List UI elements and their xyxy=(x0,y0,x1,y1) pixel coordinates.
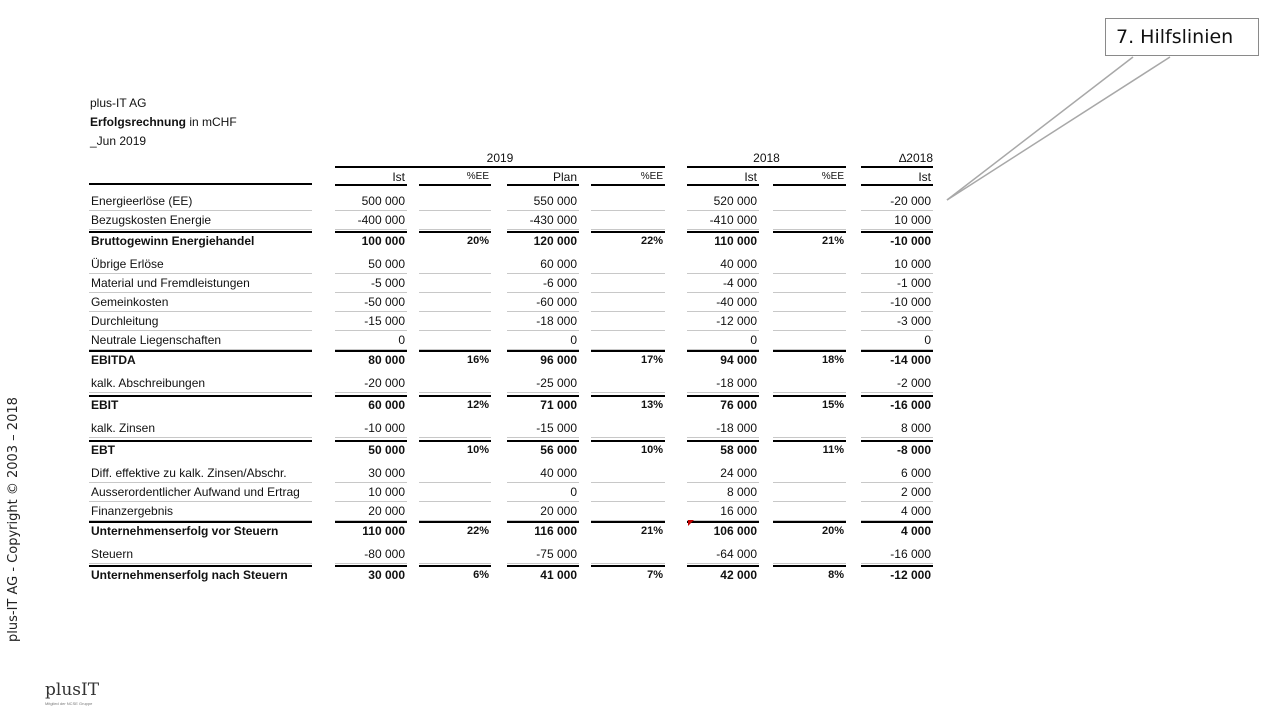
row-value-cell: -10 000 xyxy=(861,231,933,250)
row-value-cell: 22% xyxy=(591,231,665,250)
row-label: Energieerlöse (EE) xyxy=(89,192,312,211)
table-row xyxy=(0,565,1280,584)
row-value-cell: 106 000 xyxy=(687,521,759,540)
row-value-cell: -12 000 xyxy=(861,565,933,584)
row-value-cell xyxy=(419,312,491,331)
row-value-cell xyxy=(419,464,491,483)
row-value-cell: 50 000 xyxy=(335,255,407,274)
group-header-2019: 2019 xyxy=(335,150,665,168)
row-label: Bezugskosten Energie xyxy=(89,211,312,230)
report-header xyxy=(90,94,237,151)
table-row xyxy=(0,274,1280,293)
row-value-cell: 12% xyxy=(419,395,491,414)
row-value-cell: 50 000 xyxy=(335,440,407,459)
row-value-cell: 0 xyxy=(861,331,933,350)
callout-hilfslinien: 7. Hilfslinien xyxy=(1105,18,1259,56)
row-value-cell: -15 000 xyxy=(507,419,579,438)
row-value-cell: -10 000 xyxy=(335,419,407,438)
row-value-cell: 8 000 xyxy=(687,483,759,502)
row-value-cell: -3 000 xyxy=(861,312,933,331)
row-value-cell: -15 000 xyxy=(335,312,407,331)
row-value-cell xyxy=(591,331,665,350)
row-value-cell: -6 000 xyxy=(507,274,579,293)
row-value-cell xyxy=(773,483,846,502)
row-value-cell: -8 000 xyxy=(861,440,933,459)
row-value-cell xyxy=(591,293,665,312)
row-value-cell: 21% xyxy=(591,521,665,540)
row-value-cell: 0 xyxy=(507,483,579,502)
row-value-cell: 13% xyxy=(591,395,665,414)
row-value-cell xyxy=(591,274,665,293)
row-value-cell: 20 000 xyxy=(507,502,579,521)
row-value-cell: 7% xyxy=(591,565,665,584)
row-value-cell: 15% xyxy=(773,395,846,414)
row-value-cell xyxy=(773,464,846,483)
row-value-cell xyxy=(591,545,665,564)
row-value-cell: 60 000 xyxy=(507,255,579,274)
col-header-pct-2018: %EE xyxy=(773,168,846,186)
row-value-cell: 20% xyxy=(419,231,491,250)
row-value-cell: 18% xyxy=(773,350,846,369)
row-value-cell: 76 000 xyxy=(687,395,759,414)
row-value-cell xyxy=(419,545,491,564)
row-value-cell: 20% xyxy=(773,521,846,540)
report-title-rest: in mCHF xyxy=(186,115,237,129)
row-value-cell: 16% xyxy=(419,350,491,369)
row-label: EBT xyxy=(89,440,312,459)
row-value-cell: 56 000 xyxy=(507,440,579,459)
table-row xyxy=(0,440,1280,459)
row-value-cell: -1 000 xyxy=(861,274,933,293)
table-row xyxy=(0,395,1280,414)
row-value-cell: 40 000 xyxy=(507,464,579,483)
row-value-cell: 10 000 xyxy=(335,483,407,502)
row-value-cell: -14 000 xyxy=(861,350,933,369)
row-value-cell: -40 000 xyxy=(687,293,759,312)
row-value-cell: 110 000 xyxy=(687,231,759,250)
row-label: Finanzergebnis xyxy=(89,502,312,521)
row-value-cell: 116 000 xyxy=(507,521,579,540)
table-row xyxy=(0,331,1280,350)
row-value-cell xyxy=(773,331,846,350)
table-row xyxy=(0,231,1280,250)
row-value-cell: 0 xyxy=(687,331,759,350)
row-value-cell xyxy=(419,374,491,393)
cell-comment-marker xyxy=(688,520,694,526)
table-row xyxy=(0,255,1280,274)
row-value-cell: 24 000 xyxy=(687,464,759,483)
table-row xyxy=(0,502,1280,521)
row-value-cell xyxy=(419,274,491,293)
row-value-cell: -50 000 xyxy=(335,293,407,312)
row-value-cell: -75 000 xyxy=(507,545,579,564)
row-value-cell: 4 000 xyxy=(861,521,933,540)
row-value-cell: 16 000 xyxy=(687,502,759,521)
row-label: Übrige Erlöse xyxy=(89,255,312,274)
row-value-cell xyxy=(773,192,846,211)
row-value-cell: 60 000 xyxy=(335,395,407,414)
row-value-cell: 8% xyxy=(773,565,846,584)
report-title-bold: Erfolgsrechnung xyxy=(90,115,187,129)
row-value-cell xyxy=(591,211,665,230)
table-row xyxy=(0,545,1280,564)
report-title xyxy=(90,113,237,132)
row-value-cell: 20 000 xyxy=(335,502,407,521)
row-label: Steuern xyxy=(89,545,312,564)
col-header-ist-2018: Ist xyxy=(687,168,759,186)
row-value-cell xyxy=(773,255,846,274)
row-value-cell: -64 000 xyxy=(687,545,759,564)
plusit-logo xyxy=(45,680,99,706)
table-row xyxy=(0,211,1280,230)
row-value-cell xyxy=(419,293,491,312)
row-value-cell: 41 000 xyxy=(507,565,579,584)
row-label: Diff. effektive zu kalk. Zinsen/Abschr. xyxy=(89,464,312,483)
report-period: _Jun 2019 xyxy=(90,134,147,148)
row-value-cell xyxy=(773,293,846,312)
row-value-cell: 6% xyxy=(419,565,491,584)
row-value-cell: -18 000 xyxy=(687,419,759,438)
row-value-cell: 520 000 xyxy=(687,192,759,211)
row-value-cell: -4 000 xyxy=(687,274,759,293)
row-value-cell: 42 000 xyxy=(687,565,759,584)
table-row xyxy=(0,192,1280,211)
row-value-cell: -16 000 xyxy=(861,545,933,564)
row-value-cell xyxy=(773,502,846,521)
table-row xyxy=(0,312,1280,331)
row-value-cell xyxy=(419,192,491,211)
row-value-cell: -60 000 xyxy=(507,293,579,312)
row-label: Material und Fremdleistungen xyxy=(89,274,312,293)
table-row xyxy=(0,419,1280,438)
row-value-cell: 10 000 xyxy=(861,211,933,230)
row-value-cell: -80 000 xyxy=(335,545,407,564)
row-label: Durchleitung xyxy=(89,312,312,331)
row-value-cell: 10% xyxy=(591,440,665,459)
row-value-cell: 4 000 xyxy=(861,502,933,521)
row-value-cell: 2 000 xyxy=(861,483,933,502)
row-value-cell xyxy=(591,312,665,331)
row-value-cell: 500 000 xyxy=(335,192,407,211)
row-value-cell: -12 000 xyxy=(687,312,759,331)
row-value-cell: -410 000 xyxy=(687,211,759,230)
col-header-plan-2019: Plan xyxy=(507,168,579,186)
row-value-cell: -16 000 xyxy=(861,395,933,414)
row-value-cell: -430 000 xyxy=(507,211,579,230)
row-label: kalk. Abschreibungen xyxy=(89,374,312,393)
row-value-cell: 40 000 xyxy=(687,255,759,274)
row-value-cell: 58 000 xyxy=(687,440,759,459)
row-value-cell xyxy=(591,483,665,502)
row-value-cell: -10 000 xyxy=(861,293,933,312)
table-row xyxy=(0,464,1280,483)
row-value-cell: -18 000 xyxy=(687,374,759,393)
row-value-cell: -18 000 xyxy=(507,312,579,331)
row-value-cell: 30 000 xyxy=(335,565,407,584)
row-value-cell xyxy=(773,419,846,438)
row-value-cell: 80 000 xyxy=(335,350,407,369)
copyright-vertical: plus-IT AG - Copyright © 2003 – 2018 xyxy=(6,397,21,642)
row-value-cell xyxy=(591,255,665,274)
row-value-cell xyxy=(773,545,846,564)
row-value-cell xyxy=(591,419,665,438)
row-value-cell: 17% xyxy=(591,350,665,369)
row-value-cell: 550 000 xyxy=(507,192,579,211)
row-value-cell: 6 000 xyxy=(861,464,933,483)
row-value-cell xyxy=(419,483,491,502)
row-value-cell: 96 000 xyxy=(507,350,579,369)
row-value-cell xyxy=(419,211,491,230)
col-header-pct-2019-plan: %EE xyxy=(591,168,665,186)
logo-subtitle: Mitglied der NCSE Gruppe xyxy=(45,701,93,706)
row-value-cell: 10% xyxy=(419,440,491,459)
row-value-cell: -25 000 xyxy=(507,374,579,393)
row-value-cell: 11% xyxy=(773,440,846,459)
row-label: Unternehmenserfolg vor Steuern xyxy=(89,521,312,540)
row-label: Bruttogewinn Energiehandel xyxy=(89,231,312,250)
row-value-cell: -20 000 xyxy=(861,192,933,211)
row-value-cell: 110 000 xyxy=(335,521,407,540)
row-value-cell: 120 000 xyxy=(507,231,579,250)
row-value-cell: -5 000 xyxy=(335,274,407,293)
row-value-cell: 10 000 xyxy=(861,255,933,274)
row-value-cell: 0 xyxy=(507,331,579,350)
row-value-cell: -400 000 xyxy=(335,211,407,230)
company-name: plus-IT AG xyxy=(90,96,147,110)
col-header-ist-2019: Ist xyxy=(335,168,407,186)
row-value-cell: 94 000 xyxy=(687,350,759,369)
table-row xyxy=(0,521,1280,540)
row-label: kalk. Zinsen xyxy=(89,419,312,438)
row-value-cell: 8 000 xyxy=(861,419,933,438)
row-value-cell xyxy=(591,464,665,483)
row-value-cell xyxy=(591,502,665,521)
row-value-cell: -20 000 xyxy=(335,374,407,393)
row-label: Neutrale Liegenschaften xyxy=(89,331,312,350)
row-value-cell xyxy=(419,419,491,438)
col-header-delta-ist: Ist xyxy=(861,168,933,186)
logo-name: plusIT xyxy=(45,680,100,700)
row-value-cell: 0 xyxy=(335,331,407,350)
row-label: EBITDA xyxy=(89,350,312,369)
row-value-cell: 100 000 xyxy=(335,231,407,250)
group-header-2018: 2018 xyxy=(687,150,846,168)
group-header-delta2018: ∆2018 xyxy=(861,150,933,168)
row-value-cell: -2 000 xyxy=(861,374,933,393)
row-value-cell xyxy=(419,331,491,350)
row-value-cell xyxy=(591,374,665,393)
table-row xyxy=(0,483,1280,502)
row-label: Unternehmenserfolg nach Steuern xyxy=(89,565,312,584)
row-value-cell xyxy=(773,274,846,293)
row-value-cell xyxy=(591,192,665,211)
row-value-cell xyxy=(773,374,846,393)
row-value-cell xyxy=(773,211,846,230)
table-row xyxy=(0,293,1280,312)
row-value-cell: 21% xyxy=(773,231,846,250)
row-label: Gemeinkosten xyxy=(89,293,312,312)
row-value-cell: 22% xyxy=(419,521,491,540)
row-value-cell: 30 000 xyxy=(335,464,407,483)
row-value-cell: 71 000 xyxy=(507,395,579,414)
row-value-cell xyxy=(419,502,491,521)
table-row xyxy=(0,350,1280,369)
row-value-cell xyxy=(419,255,491,274)
col-header-pct-2019-ist: %EE xyxy=(419,168,491,186)
row-label: Ausserordentlicher Aufwand und Ertrag xyxy=(89,483,312,502)
label-column-header-rule xyxy=(89,183,312,185)
row-label: EBIT xyxy=(89,395,312,414)
row-value-cell xyxy=(773,312,846,331)
table-row xyxy=(0,374,1280,393)
